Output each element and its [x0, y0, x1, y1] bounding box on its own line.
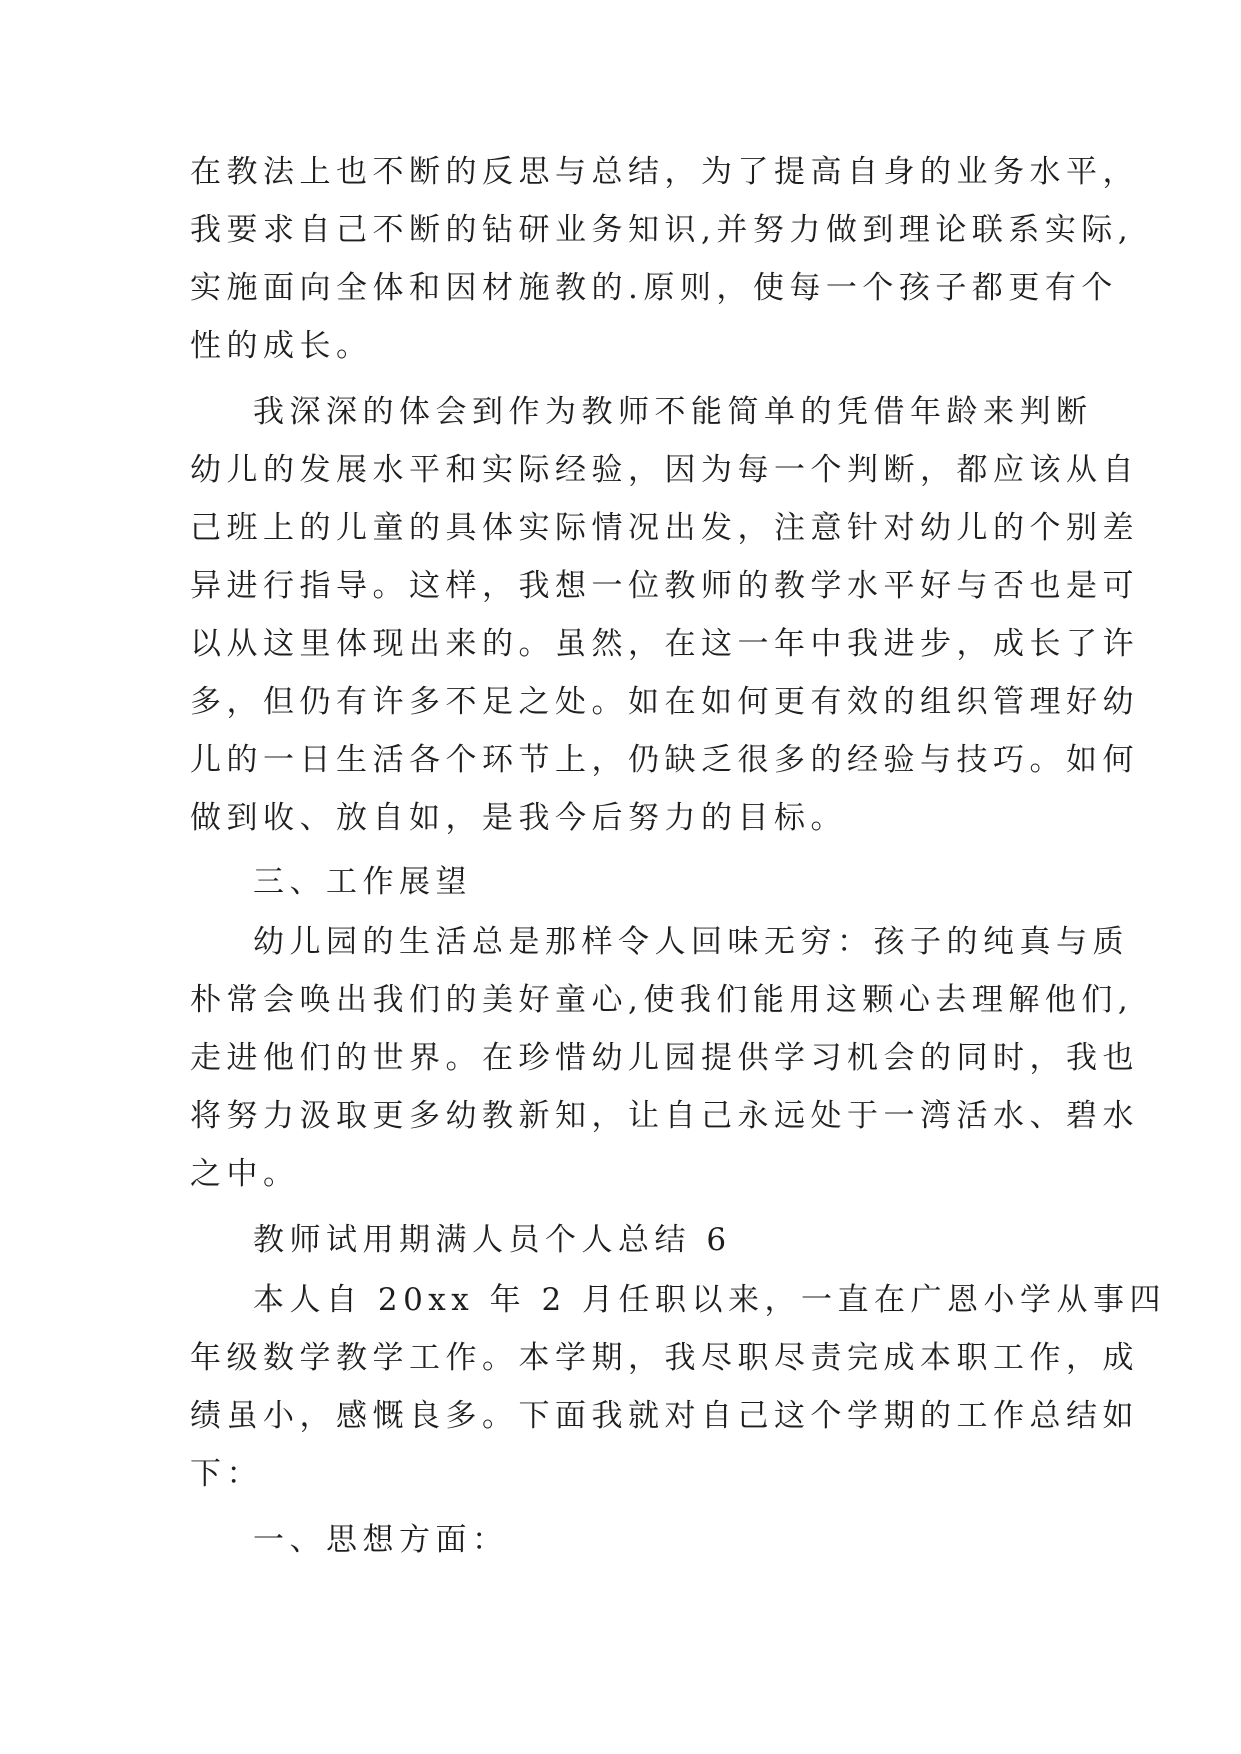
text-line: 我要求自己不断的钻研业务知识,并努力做到理论联系实际, [190, 212, 1134, 248]
text-line: 朴常会唤出我们的美好童心,使我们能用这颗心去理解他们, [190, 982, 1134, 1018]
text-line: 下： [190, 1456, 263, 1492]
text-line: 以从这里体现出来的。虽然，在这一年中我进步，成长了许 [190, 626, 1139, 662]
text-line: 年级数学教学工作。本学期，我尽职尽责完成本职工作，成 [190, 1340, 1139, 1376]
text-line: 异进行指导。这样，我想一位教师的教学水平好与否也是可 [190, 568, 1139, 604]
text-line: 绩虽小，感慨良多。下面我就对自己这个学期的工作总结如 [190, 1398, 1139, 1434]
text-line: 己班上的儿童的具体实际情况出发，注意针对幼儿的个别差 [190, 510, 1139, 546]
text-line: 本人自 20xx 年 2 月任职以来，一直在广恩小学从事四 [253, 1282, 1167, 1318]
section-heading: 一、思想方面： [253, 1522, 509, 1558]
text-line: 我深深的体会到作为教师不能简单的凭借年龄来判断 [253, 394, 1093, 430]
article-title: 教师试用期满人员个人总结 6 [253, 1222, 732, 1258]
text-line: 幼儿的发展水平和实际经验，因为每一个判断，都应该从自 [190, 452, 1139, 488]
text-line: 性的成长。 [190, 328, 373, 364]
text-line: 实施面向全体和因材施教的.原则，使每一个孩子都更有个 [190, 270, 1118, 306]
text-line: 儿的一日生活各个环节上，仍缺乏很多的经验与技巧。如何 [190, 742, 1139, 778]
text-line: 多，但仍有许多不足之处。如在如何更有效的组织管理好幼 [190, 684, 1139, 720]
section-heading: 三、工作展望 [253, 864, 472, 900]
text-line: 走进他们的世界。在珍惜幼儿园提供学习机会的同时，我也 [190, 1040, 1139, 1076]
text-line: 在教法上也不断的反思与总结，为了提高自身的业务水平， [190, 154, 1139, 190]
text-line: 做到收、放自如，是我今后努力的目标。 [190, 800, 847, 836]
text-line: 之中。 [190, 1156, 300, 1192]
text-line: 幼儿园的生活总是那样令人回味无穷：孩子的纯真与质 [253, 924, 1129, 960]
text-line: 将努力汲取更多幼教新知，让自己永远处于一湾活水、碧水 [190, 1098, 1139, 1134]
